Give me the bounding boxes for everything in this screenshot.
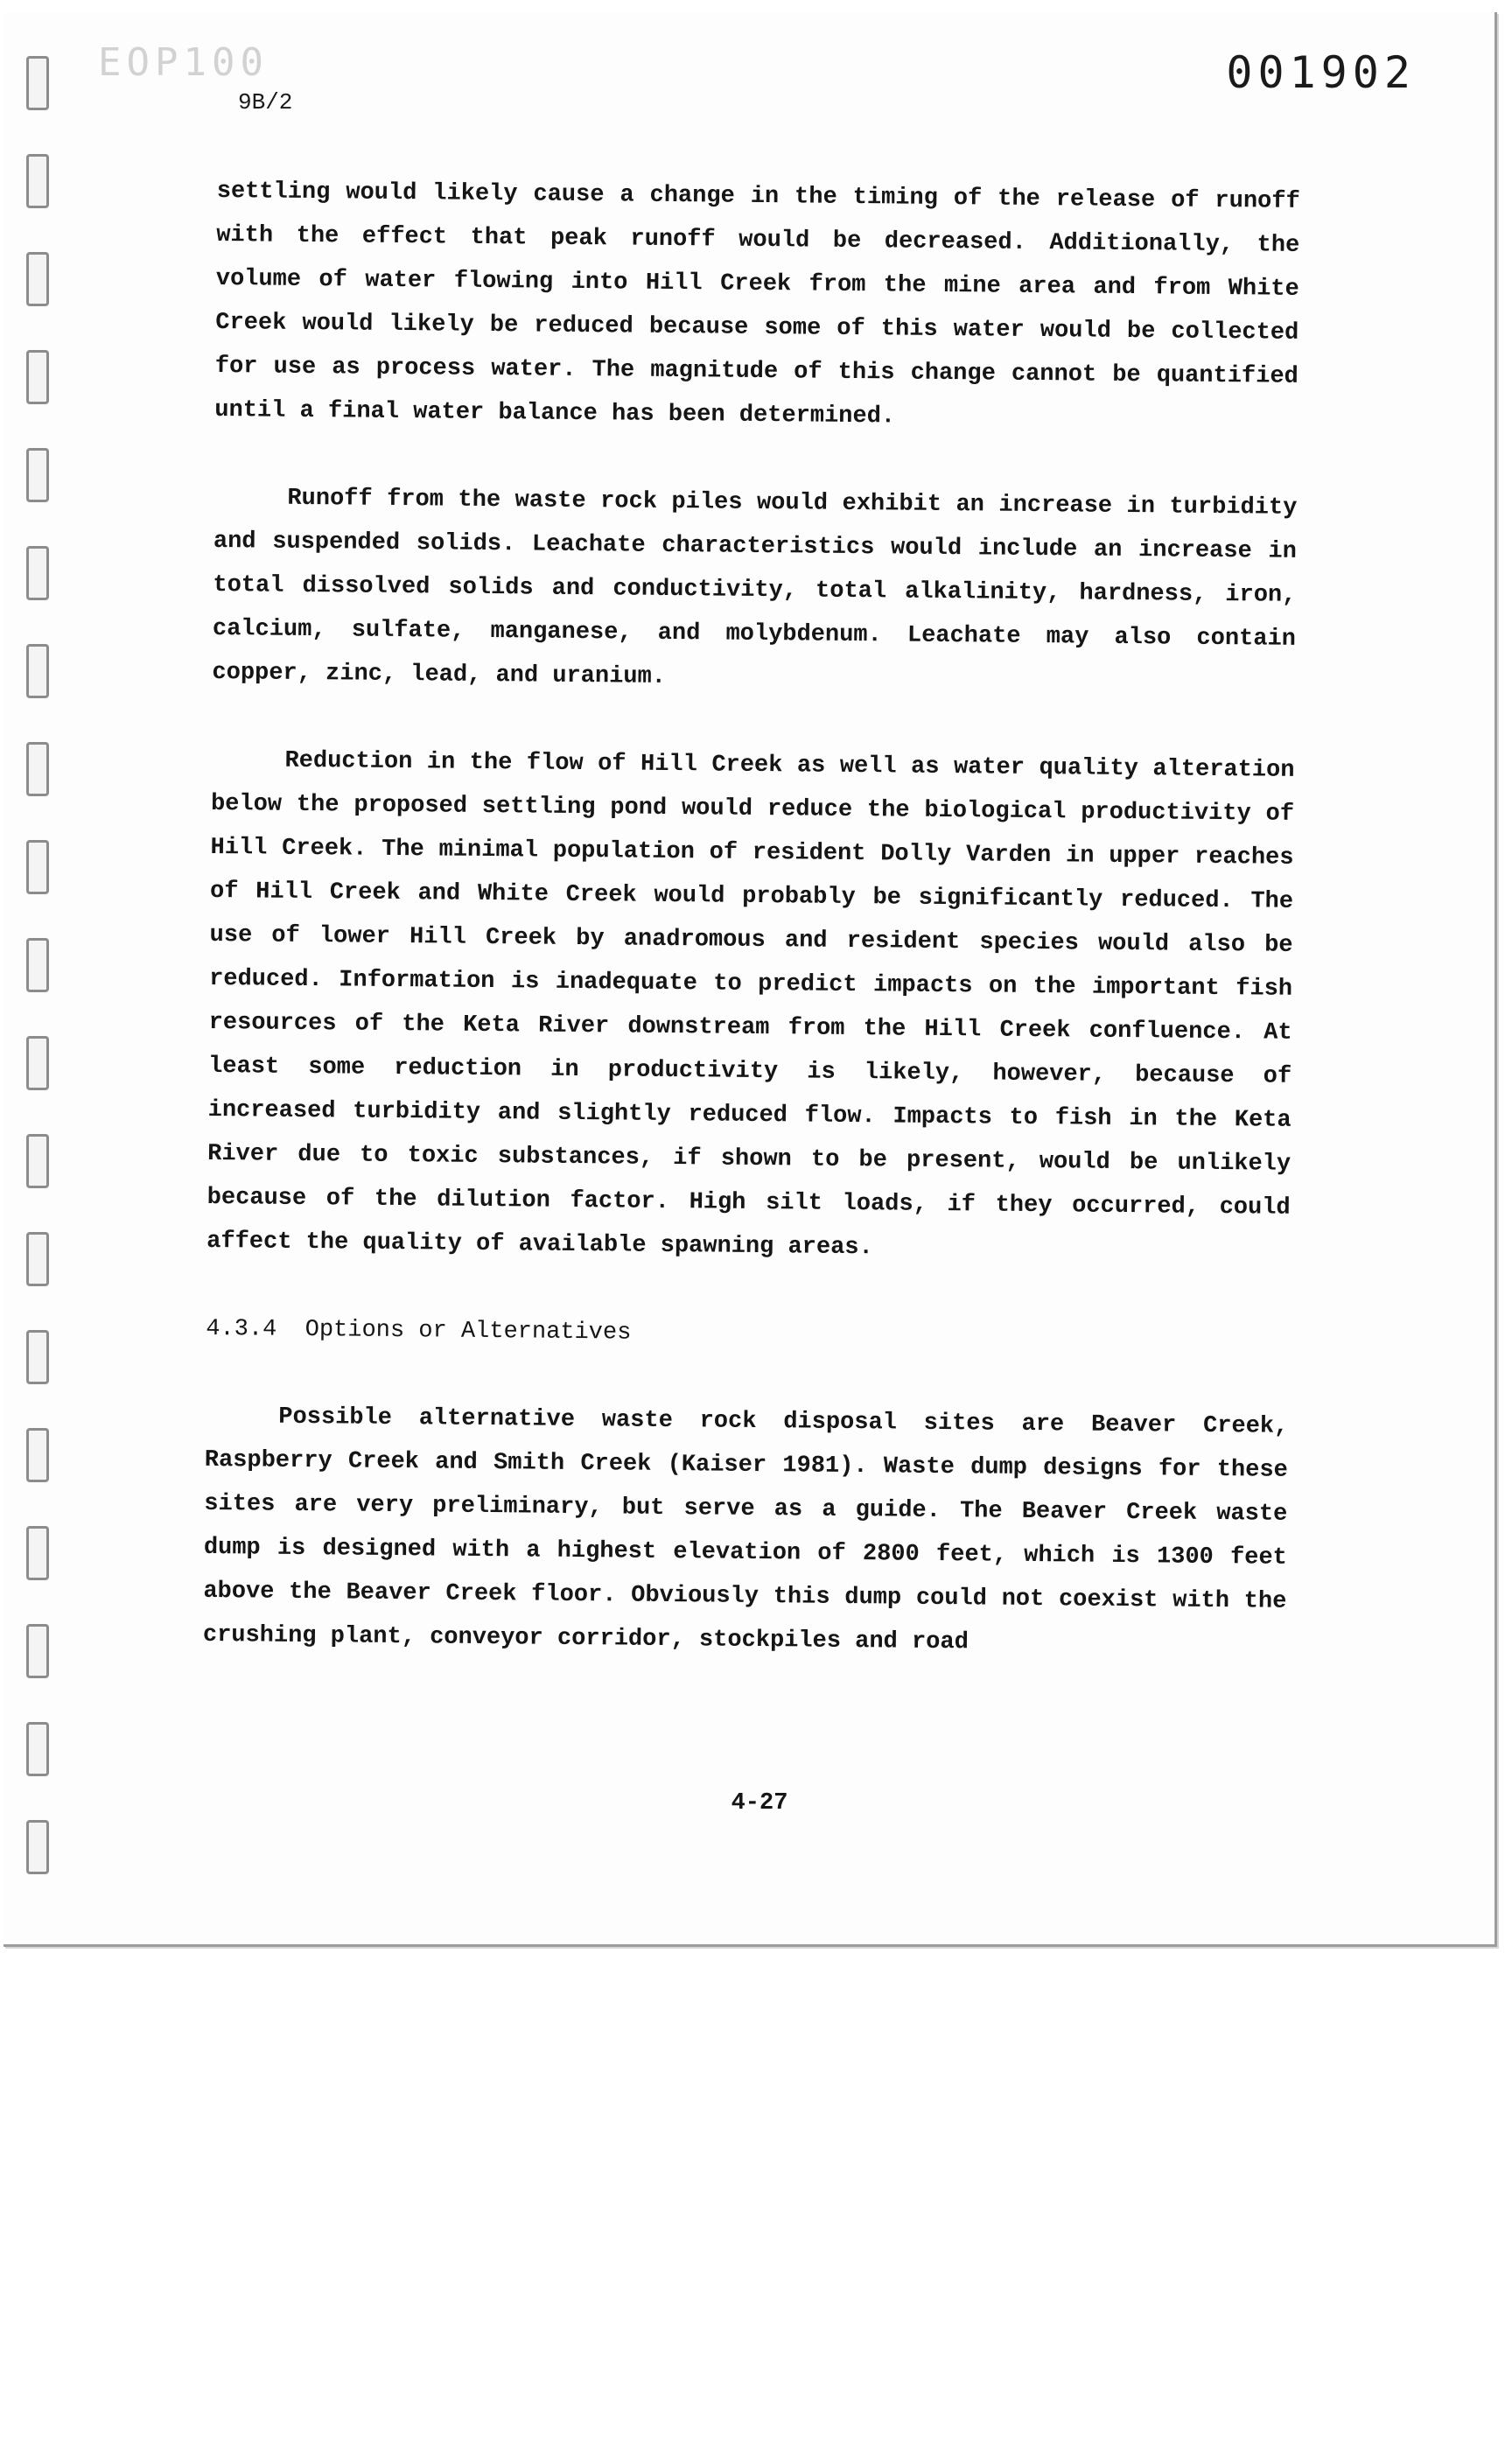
paragraph: Possible alternative waste rock disposal sites are Beaver Creek, Raspberry Creek and Smith Creek (Kaiser 1981). Waste dump designs for these sites are very preliminary, but serve as a guide. The Beaver Creek waste dump is designed with a highest elevation of 2800 feet, which is 1300 feet above the Beaver Creek floor. Obviously this dump could not coexist with the crushing plant, conveyor corridor, stockpiles and road xyxy=(202,1404,1289,1656)
binder-hole-icon xyxy=(26,1526,49,1580)
document-page xyxy=(4,12,1497,1947)
paragraph: Reduction in the flow of Hill Creek as well as water quality alteration below the proposed settling pond would reduce the biological productivity of Hill Creek. The minimal population of resident Dolly Varden in upper reaches of Hill Creek and White Creek would probably be significantly reduced. The use of lower Hill Creek by anadromous and resident species would also be reduced. Information is inadequate to predict impacts on the important fish resources of the Keta River downstream from the Hill Creek confluence. At least some reduction in productivity is likely, however, because of increased turbidity and slightly reduced flow. Impacts to fish in the Keta River due to toxic substances, if shown to be present, would be unlikely because of the dilution factor. High silt loads, if they occurred, could affect the quality of available spawning areas. xyxy=(206,747,1295,1262)
binder-hole-icon xyxy=(26,1722,49,1776)
binder-hole-icon xyxy=(26,840,49,894)
binder-hole-icon xyxy=(26,1428,49,1482)
binder-hole-icon xyxy=(26,742,49,796)
body-text xyxy=(203,170,1300,1668)
binder-hole-icon xyxy=(26,1820,49,1874)
paragraph: settling would likely cause a change in the timing of the release of runoff with the effect that peak runoff would be decreased. Additionally, the volume of water flowing into Hill Creek from the mine area and from White Creek would likely be reduced because some of this water would be collected for use as process water. The magnitude of this change cannot be quantified until a final water balance has been determined. xyxy=(214,178,1300,430)
binder-hole-icon xyxy=(26,644,49,698)
binder-hole-icon xyxy=(26,1624,49,1678)
binder-hole-icon xyxy=(26,56,49,110)
binder-holes xyxy=(26,56,52,1894)
binder-hole-icon xyxy=(26,154,49,208)
binder-hole-icon xyxy=(26,350,49,404)
page-number: 4-27 xyxy=(731,1790,788,1816)
page-reference: 9B/2 xyxy=(238,89,293,116)
binder-hole-icon xyxy=(26,938,49,992)
binder-hole-icon xyxy=(26,546,49,600)
binder-hole-icon xyxy=(26,252,49,306)
binder-hole-icon xyxy=(26,1232,49,1286)
binder-hole-icon xyxy=(26,1134,49,1188)
faint-stamp: EOP100 xyxy=(98,40,269,85)
paragraph: Runoff from the waste rock piles would exhibit an increase in turbidity and suspended solids. Leachate characteristics would include an increase in total dissolved solids and conductivity, total alkalinity, hardness, iron, calcium, sulfate, manganese, and molybdenum. Leachate may also contain copper, zinc, lead, and uranium. xyxy=(212,485,1298,690)
section-heading: 4.3.4 Options or Alternatives xyxy=(206,1315,632,1347)
document-number: 001902 xyxy=(1226,47,1416,98)
binder-hole-icon xyxy=(26,1036,49,1090)
binder-hole-icon xyxy=(26,1330,49,1384)
binder-hole-icon xyxy=(26,448,49,502)
